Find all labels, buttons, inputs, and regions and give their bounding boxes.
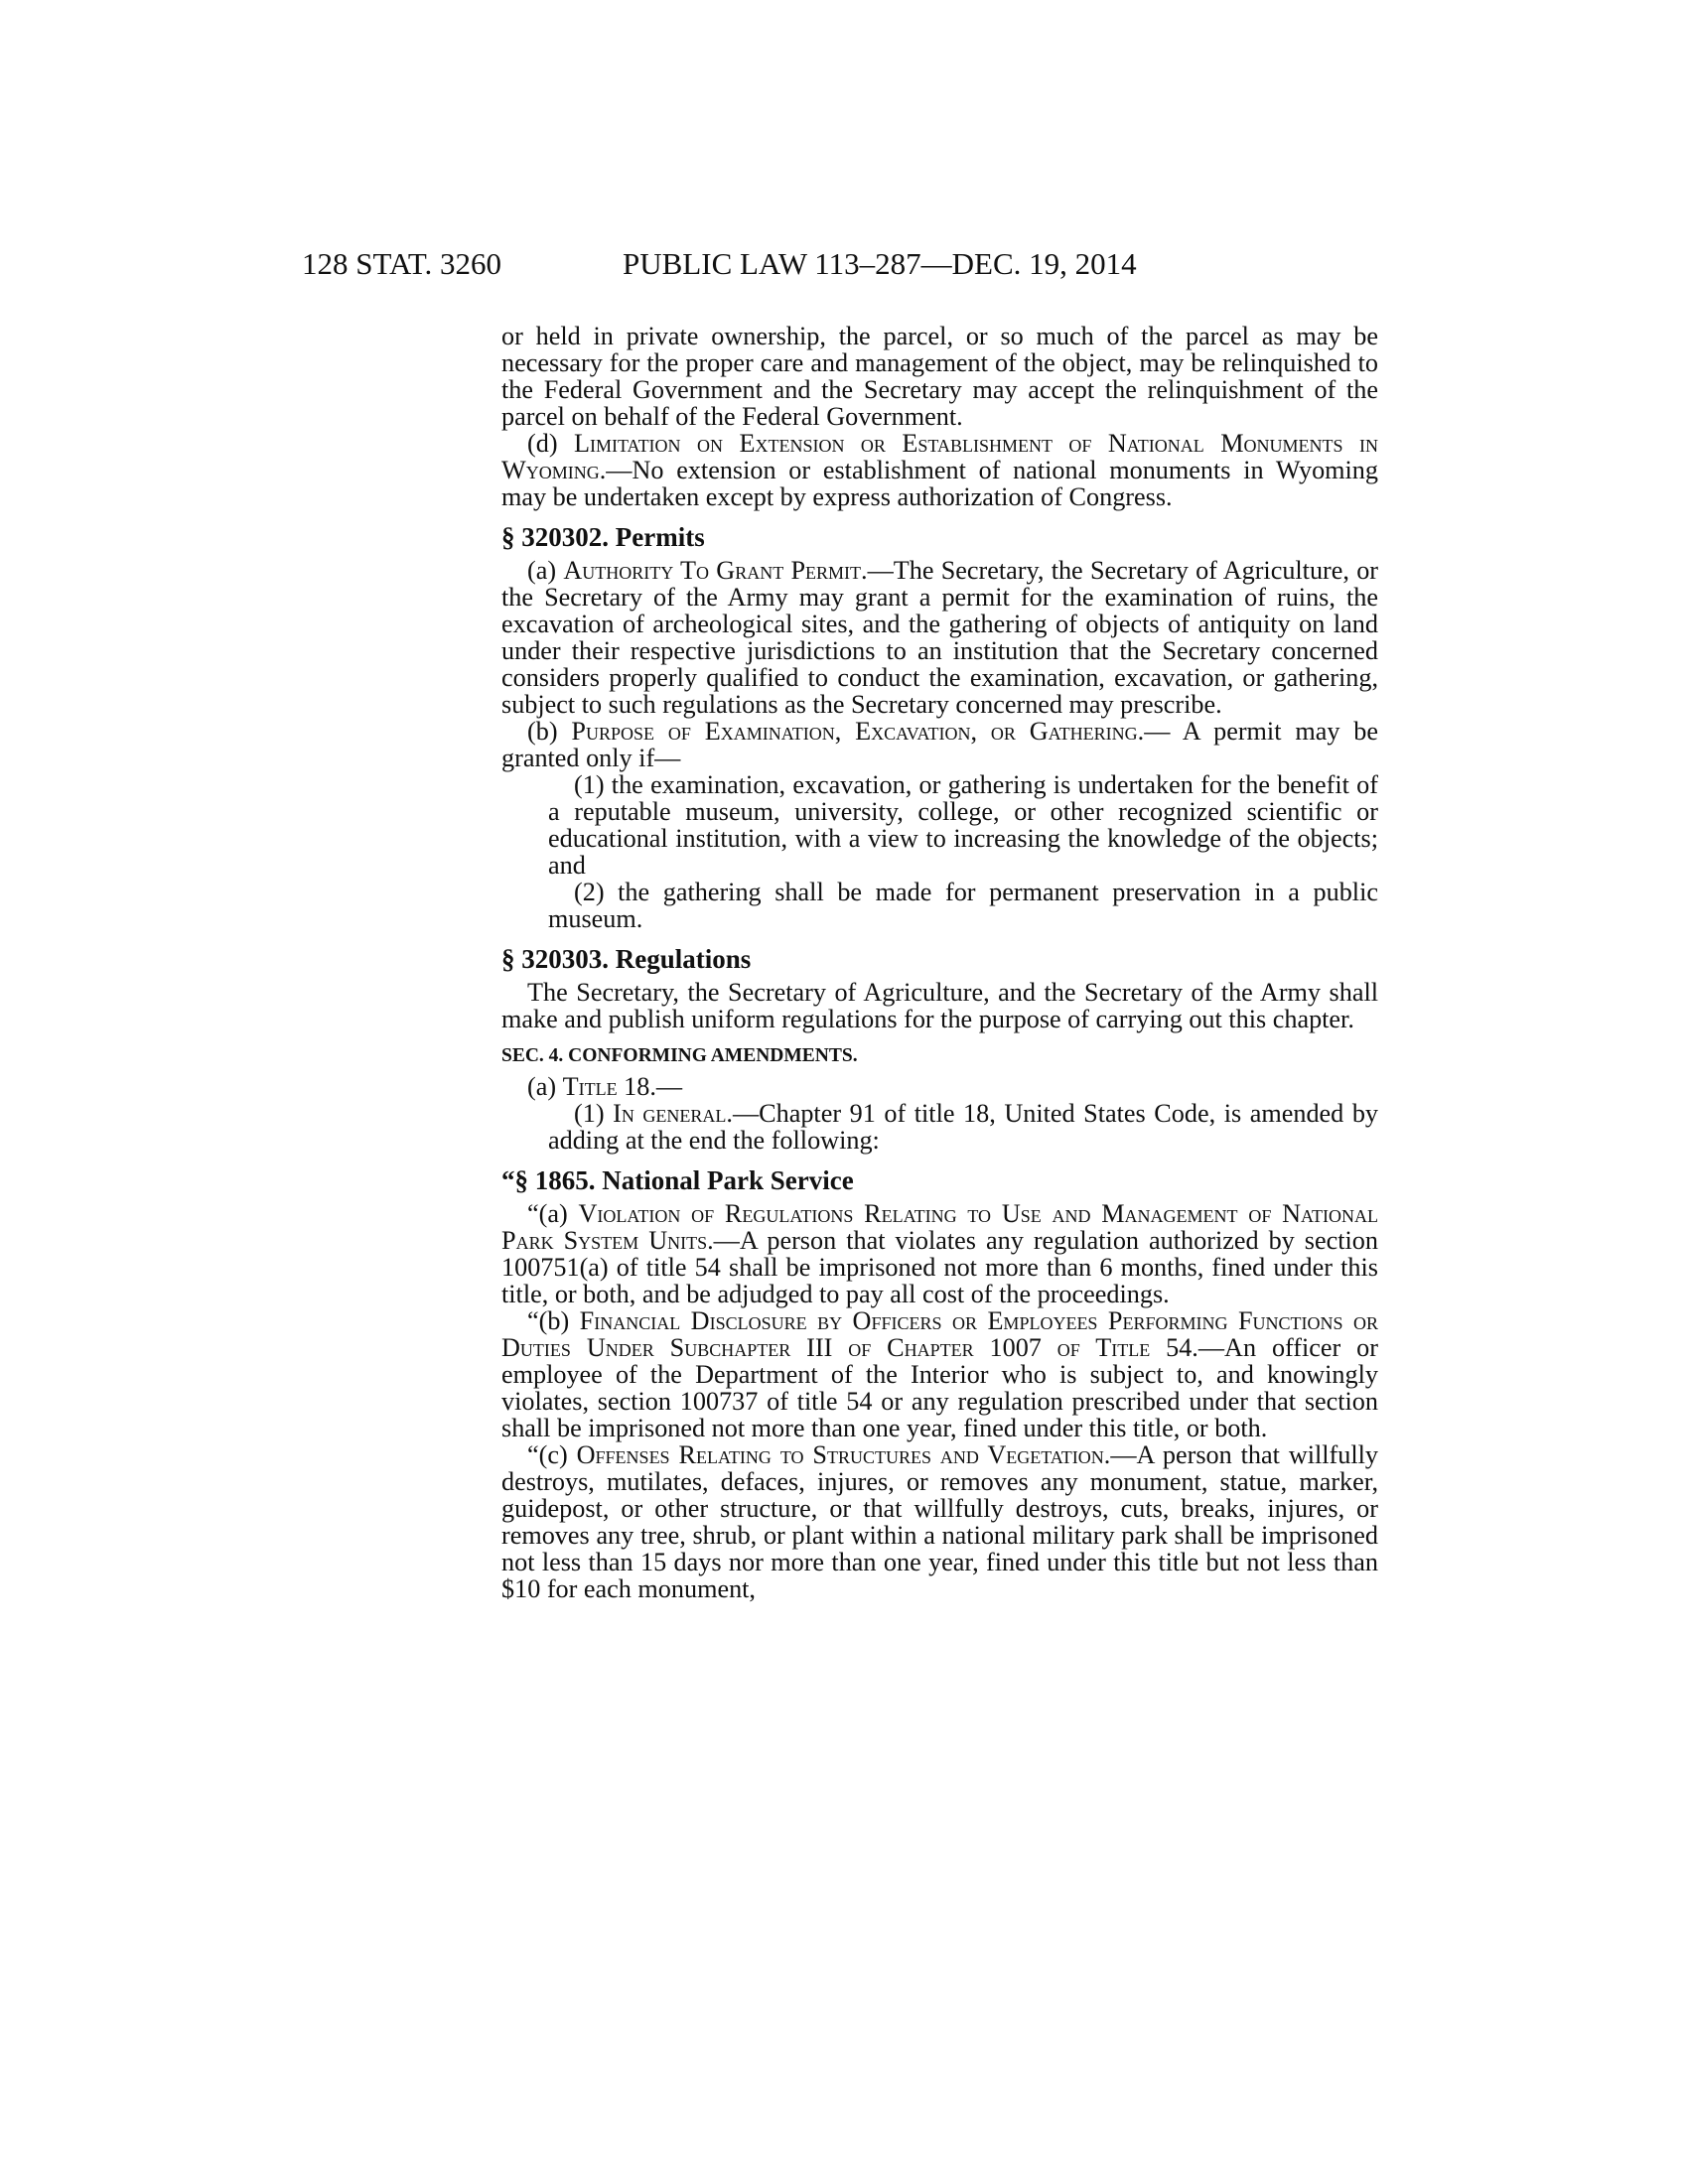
- in-general-text: —Chapter 91 of title 18, United States Code, is amended by adding at the end the following:: [548, 1099, 1379, 1155]
- subsection-d-text: —No extension or establishment of national monuments in Wyoming may be undertaken except by express authorization of Congress.: [501, 456, 1378, 511]
- subsection-title-18: [501, 1073, 1378, 1100]
- subsection-b-heading: Purpose of Examination, Excavation, or Gathering.: [571, 717, 1145, 746]
- subsection-b-number: (b): [527, 717, 558, 746]
- paragraph-in-general: [501, 1100, 1378, 1154]
- subsection-a-text: —The Secretary, the Secretary of Agriculture, or the Secretary of the Army may grant a permit for the examination of ruins, the excavation of archeological sites, and the gathering of objects of antiquity on land under their respective jurisdictions to an institution that the Secretary concerned considers properly qualified to conduct the examination, excavation, or gathering, subject to such regulations as the Secretary concerned may prescribe.: [501, 556, 1379, 719]
- in-general-number: (1): [574, 1099, 605, 1128]
- quoted-subsection-b: [501, 1307, 1378, 1441]
- subsection-a-number: (a): [527, 556, 557, 585]
- in-general-heading: In general.: [613, 1099, 733, 1128]
- title-18-dash: —: [655, 1072, 683, 1101]
- quoted-c-heading: Offenses Relating to Structures and Vegetation.: [576, 1440, 1111, 1469]
- title-18-number: (a): [527, 1072, 557, 1101]
- subsection-d-number: (d): [527, 429, 558, 458]
- statute-body: [501, 323, 1378, 1602]
- quoted-c-number: “(c): [527, 1440, 568, 1469]
- quoted-a-text: —A person that violates any regulation authorized by section 100751(a) of title 54 shall be imprisoned not more than 6 months, fined under this title, or both, and be adjudged to pay all cost of the proceedings.: [501, 1226, 1378, 1308]
- regulations-paragraph: The Secretary, the Secretary of Agriculture, and the Secretary of the Army shall make and publish uniform regulations for the purpose of carrying out this chapter.: [501, 978, 1378, 1033]
- section-heading-1865: “§ 1865. National Park Service: [501, 1165, 854, 1195]
- paragraph-b-1: (1) the examination, excavation, or gathering is undertaken for the benefit of a reputable museum, university, college, or other recognized scientific or educational institution, with a view to increasing the knowledge of the objects; and: [548, 770, 1378, 880]
- paragraph-continuation: or held in private ownership, the parcel, or so much of the parcel as may be necessary for the proper care and management of the object, may be relinquished to the Federal Government and the Secretary may accept the relinquishment of the parcel on behalf of the Federal Government.: [501, 322, 1378, 431]
- subsection-b: [501, 718, 1378, 771]
- subsection-a-heading: Authority To Grant Permit.: [563, 556, 868, 585]
- public-law-citation: PUBLIC LAW 113–287—DEC. 19, 2014: [623, 246, 1137, 281]
- subsection-a: [501, 557, 1378, 718]
- quoted-subsection-c: [501, 1441, 1378, 1602]
- stat-page-number: 128 STAT. 3260: [302, 246, 502, 281]
- quoted-b-text: —An officer or employee of the Department of the Interior who is subject to, and knowingly violates, section 100737 of title 54 or any regulation prescribed under that section shall be imprisoned not more than one year, fined under this title, or both.: [501, 1333, 1378, 1442]
- quoted-b-heading: Financial Disclosure by Officers or Employees Performing Functions or Duties Under Subchapter III of Chapter 1007 of Title 54.: [501, 1306, 1379, 1362]
- section-4-heading: SEC. 4. CONFORMING AMENDMENTS.: [501, 1045, 858, 1066]
- quoted-c-text: —A person that willfully destroys, mutilates, defaces, injures, or removes any monument, statue, marker, guidepost, or other structure, or that willfully destroys, cuts, breaks, injures, or removes any tree, shrub, or plant within a national military park shall be imprisoned not less than 15 days nor more than one year, fined under this title but not less than $10 for each monument,: [501, 1440, 1379, 1603]
- quoted-subsection-a: [501, 1200, 1378, 1307]
- paragraph-b-2: (2) the gathering shall be made for permanent preservation in a public museum.: [548, 878, 1378, 933]
- subsection-d-heading: Limitation on Extension or Establishment of National Monuments in Wyoming.: [501, 429, 1378, 484]
- quoted-a-heading: Violation of Regulations Relating to Use and Management of National Park System Units.: [501, 1199, 1378, 1255]
- quoted-b-number: “(b): [527, 1306, 570, 1335]
- subsection-d: [501, 430, 1378, 510]
- section-heading-320302: § 320302. Permits: [501, 522, 705, 552]
- page-header: [302, 244, 1396, 284]
- title-18-heading: Title 18.: [562, 1072, 656, 1101]
- subsection-b-text: — A permit may be granted only if—: [501, 717, 1378, 772]
- section-heading-320303: § 320303. Regulations: [501, 944, 752, 974]
- quoted-a-number: “(a): [527, 1199, 568, 1228]
